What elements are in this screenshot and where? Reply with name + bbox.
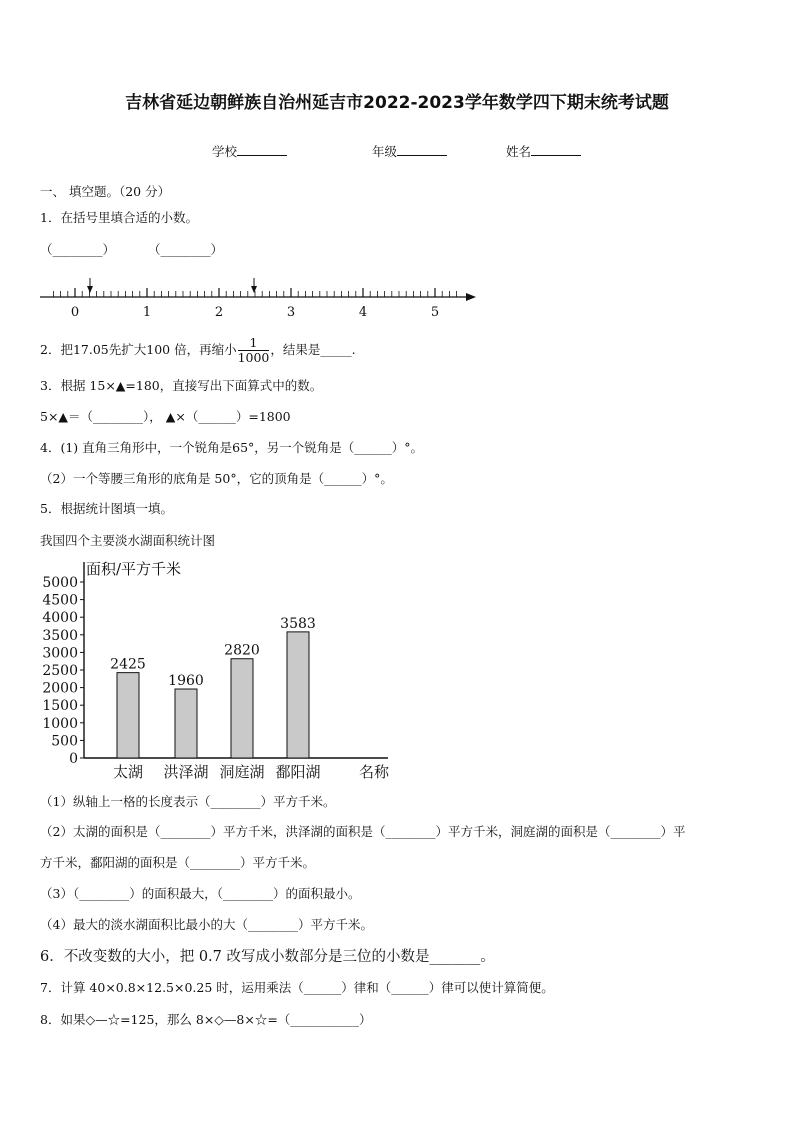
question-3: 3．根据 15×▲=180，直接写出下面算式中的数。 bbox=[40, 378, 323, 393]
pointer-arrow-icon bbox=[87, 278, 93, 293]
y-tick-label: 1000 bbox=[42, 715, 78, 732]
number-line bbox=[30, 272, 490, 322]
bar-value-label: 3583 bbox=[280, 615, 316, 632]
y-tick-label: 4000 bbox=[42, 610, 78, 627]
q5-sub-2b[interactable]: 方千米，鄱阳湖的面积是（________）平方千米。 bbox=[40, 855, 316, 870]
y-tick-label: 3000 bbox=[42, 645, 78, 662]
number-line-label: 1 bbox=[142, 305, 152, 320]
q2-text-post[interactable]: ，结果是_____. bbox=[270, 342, 356, 357]
q5-sub-2a[interactable]: （2）太湖的面积是（________）平方千米，洪泽湖的面积是（________）平方千米，洞庭湖的面积是（________）平 bbox=[40, 824, 686, 839]
number-line-label: 4 bbox=[358, 305, 368, 320]
question-7[interactable]: 7．计算 40×0.8×12.5×0.25 时，运用乘法（______）律和（______）律可以使计算简便。 bbox=[40, 980, 554, 995]
bar bbox=[231, 659, 253, 758]
number-line-label: 5 bbox=[430, 305, 440, 320]
question-4[interactable]: 4．(1) 直角三角形中，一个锐角是65°，另一个锐角是（______）°。 bbox=[40, 440, 424, 455]
section-heading: 一、 填空题。（20 分） bbox=[40, 184, 171, 199]
y-tick-label: 5000 bbox=[42, 575, 78, 591]
bar bbox=[117, 673, 139, 758]
question-1: 1．在括号里填合适的小数。 bbox=[40, 210, 198, 225]
bar bbox=[175, 689, 197, 758]
number-line-arrow-icon bbox=[466, 293, 476, 301]
y-tick-label: 1500 bbox=[42, 698, 78, 715]
q5-sub-1[interactable]: （1）纵轴上一格的长度表示（________）平方千米。 bbox=[40, 794, 336, 809]
fraction-numerator: 1 bbox=[238, 336, 270, 351]
bar bbox=[287, 632, 309, 758]
number-line-label: 0 bbox=[70, 305, 80, 320]
name-field[interactable] bbox=[506, 142, 581, 160]
question-8[interactable]: 8．如果◇—☆=125，那么 8×◇—8×☆=（___________） bbox=[40, 1012, 372, 1027]
fraction-denominator: 1000 bbox=[237, 350, 270, 365]
y-tick-label: 0 bbox=[69, 751, 78, 767]
name-label: 姓名 bbox=[506, 144, 532, 159]
q5-sub-3[interactable]: （3）（________）的面积最大，（________）的面积最小。 bbox=[40, 886, 361, 901]
question-5: 5．根据统计图填一填。 bbox=[40, 501, 173, 516]
x-axis-label: 名称 bbox=[358, 763, 390, 781]
fraction bbox=[238, 336, 270, 365]
q5-sub-4[interactable]: （4）最大的淡水湖面积比最小的大（________）平方千米。 bbox=[40, 917, 373, 932]
y-tick-label: 2500 bbox=[42, 663, 78, 679]
school-field[interactable] bbox=[212, 142, 287, 160]
q3-blanks[interactable]: 5×▲＝（________）， ▲×（______）=1800 bbox=[40, 409, 291, 424]
bar-value-label: 1960 bbox=[168, 673, 204, 690]
bar-value-label: 2425 bbox=[110, 656, 146, 673]
y-tick-label: 500 bbox=[51, 733, 78, 750]
category-label: 洞庭湖 bbox=[219, 763, 265, 781]
category-label: 鄱阳湖 bbox=[275, 763, 321, 781]
chart-title: 我国四个主要淡水湖面积统计图 bbox=[40, 533, 216, 548]
q1-blank-2[interactable]: （________） bbox=[148, 242, 224, 257]
question-2 bbox=[40, 336, 356, 365]
school-label: 学校 bbox=[212, 144, 238, 159]
number-line-label: 2 bbox=[214, 305, 224, 320]
page-title: 吉林省延边朝鲜族自治州延吉市2022-2023学年数学四下期末统考试题 bbox=[125, 93, 669, 113]
question-6[interactable]: 6．不改变数的大小，把 0.7 改写成小数部分是三位的小数是_______。 bbox=[40, 949, 495, 965]
q1-blank-1[interactable]: （________） bbox=[40, 242, 116, 257]
y-tick-label: 2000 bbox=[42, 680, 78, 697]
grade-label: 年级 bbox=[372, 144, 398, 159]
pointer-arrow-icon bbox=[251, 278, 257, 293]
y-tick-label: 4500 bbox=[42, 592, 78, 609]
number-line-label: 3 bbox=[286, 305, 296, 320]
bar-value-label: 2820 bbox=[224, 642, 260, 659]
y-axis-label: 面积/平方千米 bbox=[86, 560, 182, 578]
y-tick-label: 3500 bbox=[42, 627, 78, 644]
bar-chart bbox=[36, 556, 406, 786]
q4-part-2[interactable]: （2）一个等腰三角形的底角是 50°，它的顶角是（______）°。 bbox=[40, 471, 393, 486]
q2-text-pre: 2．把17.05先扩大100 倍，再缩小 bbox=[40, 342, 237, 357]
category-label: 洪泽湖 bbox=[163, 763, 209, 781]
category-label: 太湖 bbox=[112, 763, 144, 781]
grade-field[interactable] bbox=[372, 142, 447, 160]
